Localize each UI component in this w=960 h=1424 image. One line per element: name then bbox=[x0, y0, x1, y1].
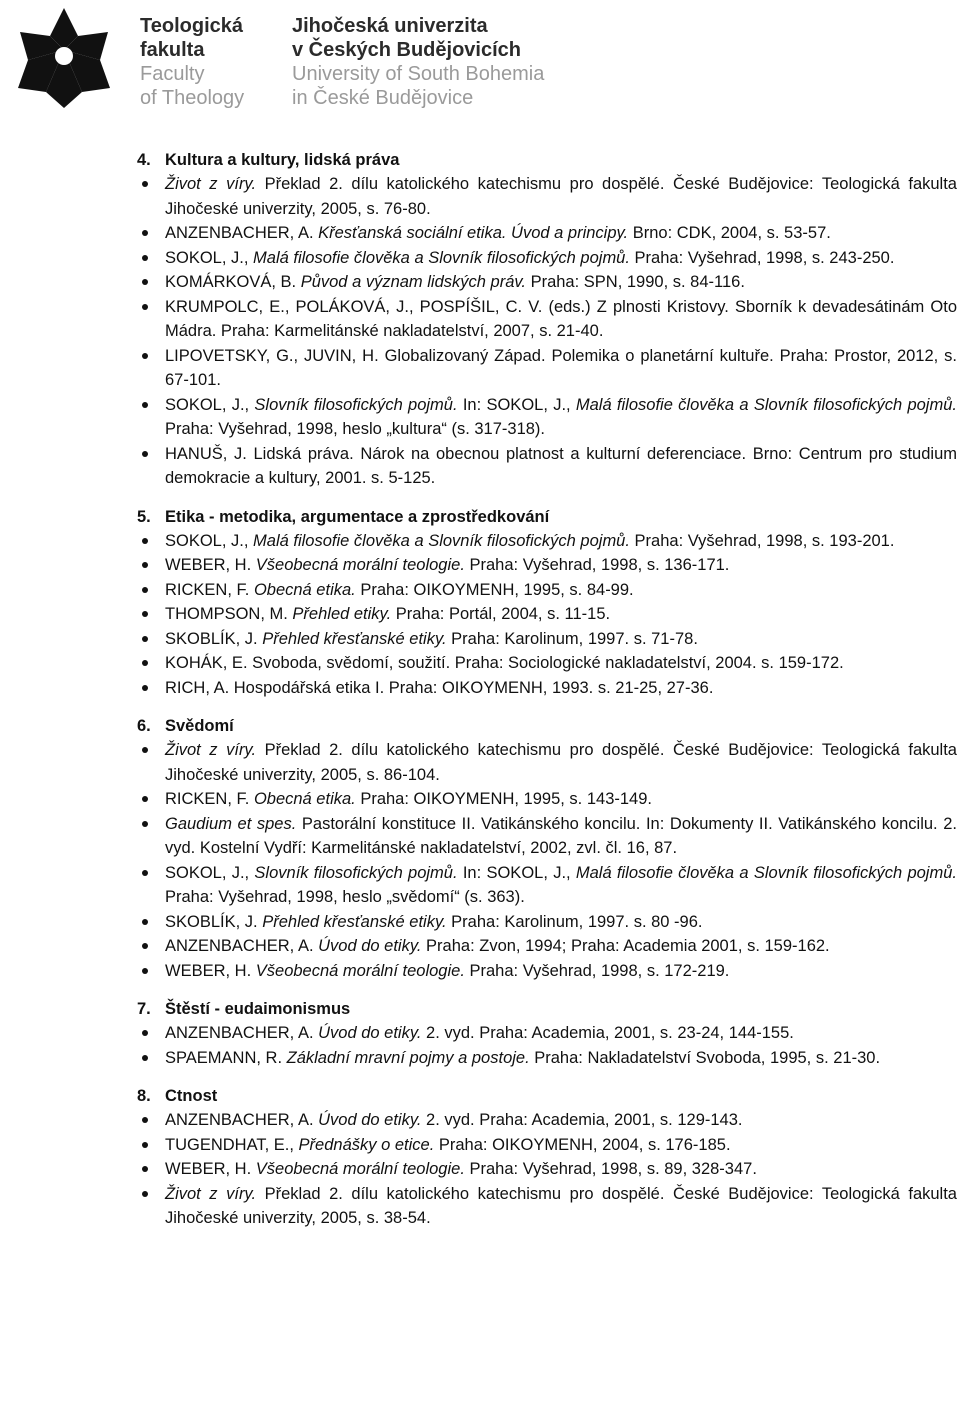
section bbox=[137, 997, 957, 1070]
entry-text: Překlad 2. dílu katolického katechismu pro dospělé. České Budějovice: Teologická fakulta Jihočeské univerzity, 2005, s. 38-54. bbox=[165, 1184, 957, 1227]
section bbox=[137, 1084, 957, 1231]
entry-title: Všeobecná morální teologie. bbox=[255, 961, 465, 980]
entry-title: Přehled etiky. bbox=[292, 605, 392, 623]
entry-title: Úvod do etiky. bbox=[318, 1111, 422, 1129]
entry-text: Praha: Karolinum, 1997. s. 71-78. bbox=[446, 629, 698, 648]
section-number: 4. bbox=[137, 151, 151, 169]
bibliography-entry bbox=[137, 553, 957, 578]
entry-text: Praha: Vyšehrad, 1998, s. 243-250. bbox=[629, 248, 895, 267]
bibliography-entry bbox=[137, 1133, 957, 1158]
bibliography-entry bbox=[137, 221, 957, 246]
section-number: 6. bbox=[137, 717, 151, 735]
bibliography-list bbox=[137, 529, 957, 701]
faculty-name: Teologická fakulta Faculty of Theology bbox=[140, 15, 245, 109]
entry-text: Praha: OIKOYMENH, 2004, s. 176-185. bbox=[434, 1135, 731, 1154]
entry-text: Praha: Vyšehrad, 1998, s. 136-171. bbox=[464, 556, 730, 574]
bibliography-entry bbox=[137, 676, 957, 701]
bibliography-entry bbox=[137, 602, 957, 627]
entry-title: Gaudium et spes. bbox=[165, 814, 297, 833]
section bbox=[137, 148, 957, 491]
section-title-text: Etika - metodika, argumentace a zprostředkování bbox=[165, 507, 550, 526]
section-number: 5. bbox=[137, 507, 151, 526]
entry-title: Původ a význam lidských práv. bbox=[300, 273, 526, 291]
bibliography-entry bbox=[137, 344, 957, 393]
entry-title: Základní mravní pojmy a postoje. bbox=[286, 1048, 530, 1067]
entry-text: Praha: Vyšehrad, 1998, s. 89, 328-347. bbox=[464, 1160, 757, 1178]
section-title-text: Kultura a kultury, lidská práva bbox=[165, 151, 400, 169]
entry-text: In: SOKOL, J., bbox=[457, 395, 576, 414]
entry-text: Praha: Vyšehrad, 1998, heslo „kultura“ (s. 317-318). bbox=[165, 420, 546, 438]
bibliography-entry bbox=[137, 1108, 957, 1133]
entry-text: Brno: CDK, 2004, s. 53-57. bbox=[628, 224, 831, 242]
entry-title: Obecná etika. bbox=[253, 580, 356, 599]
entry-title: Úvod do etiky. bbox=[318, 1024, 422, 1042]
university-name: Jihočeská univerzita v Českých Budějovicích University of South Bohemia in České Budějovice bbox=[292, 15, 545, 109]
bibliography-entry bbox=[137, 787, 957, 812]
entry-text: Překlad 2. dílu katolického katechismu pro dospělé. České Budějovice: Teologická fakulta Jihočeské univerzity, 2005, s. 86-104. bbox=[165, 741, 957, 784]
entry-text: Pastorální konstituce II. Vatikánského koncilu. In: Dokumenty II. Vatikánského koncilu. 2. vyd. Kostelní Vydří: Karmelitánské nakladatelství, 2002, zvl. čl. 16, 87. bbox=[165, 814, 957, 857]
entry-title: Všeobecná morální teologie. bbox=[255, 1160, 465, 1178]
entry-text: WEBER, H. bbox=[165, 556, 256, 574]
entry-text: Praha: Portál, 2004, s. 11-15. bbox=[391, 605, 611, 623]
bibliography-entry bbox=[137, 295, 957, 344]
entry-title: Přednášky o etice. bbox=[298, 1135, 435, 1154]
bibliography-entry bbox=[137, 651, 957, 676]
entry-text: In: SOKOL, J., bbox=[457, 863, 576, 882]
section-title bbox=[137, 505, 957, 529]
section-title-text: Ctnost bbox=[165, 1087, 218, 1105]
entry-title: Křesťanská sociální etika. Úvod a principy. bbox=[318, 224, 629, 242]
bibliography-entry bbox=[137, 934, 957, 959]
entry-title: Úvod do etiky. bbox=[318, 937, 422, 955]
entry-text: Praha: OIKOYMENH, 1995, s. 143-149. bbox=[355, 790, 652, 808]
section-title bbox=[137, 148, 957, 172]
bibliography-entry bbox=[137, 270, 957, 295]
entry-text: 2. vyd. Praha: Academia, 2001, s. 129-143. bbox=[421, 1111, 743, 1129]
entry-text: Praha: SPN, 1990, s. 84-116. bbox=[526, 273, 745, 291]
bibliography-list bbox=[137, 172, 957, 491]
entry-text: RICKEN, F. bbox=[165, 580, 254, 599]
entry-title: Malá filosofie člověka a Slovník filosofických pojmů. bbox=[253, 531, 630, 550]
bibliography-entry bbox=[137, 1021, 957, 1046]
entry-text: Praha: Vyšehrad, 1998, s. 172-219. bbox=[464, 961, 730, 980]
entry-text: 2. vyd. Praha: Academia, 2001, s. 23-24, 144-155. bbox=[421, 1024, 794, 1042]
entry-text: SOKOL, J., bbox=[165, 395, 255, 414]
bibliography-entry bbox=[137, 246, 957, 271]
reading-list bbox=[137, 148, 957, 1245]
bibliography-list bbox=[137, 1108, 957, 1231]
entry-text: ANZENBACHER, A. bbox=[165, 1111, 319, 1129]
entry-title: Slovník filosofických pojmů. bbox=[254, 863, 458, 882]
entry-text: HANUŠ, J. Lidská práva. Nárok na obecnou platnost a kulturní deferenciace. Brno: Centrum pro studium demokracie a kultury, 2001. s. 5-125. bbox=[165, 444, 957, 487]
entry-text: TUGENDHAT, E., bbox=[165, 1135, 299, 1154]
entry-text: KOMÁRKOVÁ, B. bbox=[165, 273, 301, 291]
section-title bbox=[137, 714, 957, 738]
bibliography-list bbox=[137, 1021, 957, 1070]
entry-text: ANZENBACHER, A. bbox=[165, 1024, 319, 1042]
entry-title: Život z víry. bbox=[165, 175, 257, 193]
entry-title: Život z víry. bbox=[165, 1184, 257, 1203]
section-title bbox=[137, 997, 957, 1021]
bibliography-entry bbox=[137, 738, 957, 787]
entry-text: Praha: Vyšehrad, 1998, s. 193-201. bbox=[629, 531, 895, 550]
bibliography-entry bbox=[137, 959, 957, 984]
bibliography-list bbox=[137, 738, 957, 983]
section-number: 8. bbox=[137, 1087, 151, 1105]
entry-text: Překlad 2. dílu katolického katechismu pro dospělé. České Budějovice: Teologická fakulta Jihočeské univerzity, 2005, s. 76-80. bbox=[165, 175, 957, 218]
entry-title: Slovník filosofických pojmů. bbox=[254, 395, 458, 414]
entry-text: SOKOL, J., bbox=[165, 531, 254, 550]
section-number: 7. bbox=[137, 1000, 151, 1018]
entry-text: KOHÁK, E. Svoboda, svědomí, soužití. Praha: Sociologické nakladatelství, 2004. s. 159-172. bbox=[165, 654, 844, 672]
entry-text: ANZENBACHER, A. bbox=[165, 224, 319, 242]
entry-text: SKOBLÍK, J. bbox=[165, 912, 263, 931]
faculty-logo-icon bbox=[4, 6, 124, 110]
entry-text: WEBER, H. bbox=[165, 1160, 256, 1178]
bibliography-entry bbox=[137, 172, 957, 221]
bibliography-entry bbox=[137, 529, 957, 554]
entry-text: Praha: OIKOYMENH, 1995, s. 84-99. bbox=[355, 580, 634, 599]
page-header bbox=[0, 0, 960, 112]
bibliography-entry bbox=[137, 812, 957, 861]
entry-text: WEBER, H. bbox=[165, 961, 256, 980]
bibliography-entry bbox=[137, 1046, 957, 1071]
section bbox=[137, 505, 957, 701]
section-title bbox=[137, 1084, 957, 1108]
section bbox=[137, 714, 957, 983]
entry-title: Život z víry. bbox=[165, 741, 257, 759]
entry-text: Praha: Vyšehrad, 1998, heslo „svědomí“ (s. 363). bbox=[165, 888, 525, 906]
entry-title: Malá filosofie člověka a Slovník filosofických pojmů. bbox=[253, 248, 630, 267]
entry-text: Praha: Zvon, 1994; Praha: Academia 2001, s. 159-162. bbox=[421, 937, 830, 955]
entry-text: SOKOL, J., bbox=[165, 248, 254, 267]
bibliography-entry bbox=[137, 627, 957, 652]
entry-text: SPAEMANN, R. bbox=[165, 1048, 287, 1067]
entry-text: THOMPSON, M. bbox=[165, 605, 293, 623]
entry-title: Obecná etika. bbox=[253, 790, 356, 808]
bibliography-entry bbox=[137, 393, 957, 442]
entry-text: ANZENBACHER, A. bbox=[165, 937, 319, 955]
entry-title: Přehled křesťanské etiky. bbox=[262, 912, 447, 931]
entry-text: SKOBLÍK, J. bbox=[165, 629, 263, 648]
section-title-text: Svědomí bbox=[165, 717, 234, 735]
entry-text: SOKOL, J., bbox=[165, 863, 255, 882]
bibliography-entry bbox=[137, 1157, 957, 1182]
bibliography-entry bbox=[137, 1182, 957, 1231]
bibliography-entry bbox=[137, 861, 957, 910]
entry-text: RICH, A. Hospodářská etika I. Praha: OIKOYMENH, 1993. s. 21-25, 27-36. bbox=[165, 678, 714, 697]
bibliography-entry bbox=[137, 442, 957, 491]
entry-text: Praha: Karolinum, 1997. s. 80 -96. bbox=[446, 912, 703, 931]
entry-text: KRUMPOLC, E., POLÁKOVÁ, J., POSPÍŠIL, C. V. (eds.) Z plnosti Kristovy. Sborník k devadesátinám Oto Mádra. Praha: Karmelitánské nakladatelství, 2007, s. 21-40. bbox=[165, 297, 957, 340]
bibliography-entry bbox=[137, 578, 957, 603]
entry-text: RICKEN, F. bbox=[165, 790, 254, 808]
section-title-text: Štěstí - eudaimonismus bbox=[165, 1000, 351, 1018]
entry-title: Všeobecná morální teologie. bbox=[255, 556, 465, 574]
entry-title: Přehled křesťanské etiky. bbox=[262, 629, 447, 648]
bibliography-entry bbox=[137, 910, 957, 935]
entry-text: Praha: Nakladatelství Svoboda, 1995, s. 21-30. bbox=[529, 1048, 881, 1067]
entry-title: Malá filosofie člověka a Slovník filosofických pojmů. bbox=[575, 863, 957, 882]
entry-title: Malá filosofie člověka a Slovník filosofických pojmů. bbox=[575, 395, 957, 414]
entry-text: LIPOVETSKY, G., JUVIN, H. Globalizovaný Západ. Polemika o planetární kultuře. Praha: Prostor, 2012, s. 67-101. bbox=[165, 346, 957, 389]
